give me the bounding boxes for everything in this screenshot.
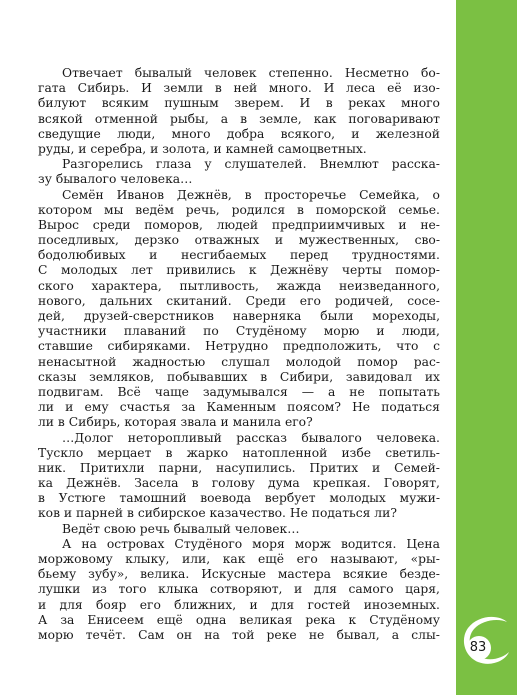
text-line: лушки из того клыка сотворяют, и для самого царя, <box>38 582 440 597</box>
text-line: ского характера, пытливость, жажда неизведанного, <box>38 278 440 293</box>
text-line: котором мы ведём речь, родился в поморской семье. <box>38 202 440 217</box>
text-line: дей, друзей-сверстников наверняка были мореходы, <box>38 309 440 323</box>
text-line: сведущие люди, много добра всякого, и железной <box>38 126 440 141</box>
text-line: А на островах Студёного моря морж водится. Цена <box>62 536 440 551</box>
text-line: морю течёт. Сам он на той реке не бывал, а слы- <box>38 627 440 642</box>
text-line: Семён Иванов Дежнёв, в просторечье Семейка, о <box>62 187 440 202</box>
text-line: в Устюге тамошний воевода вербует молодых мужи- <box>38 491 440 506</box>
text-line: ник. Притихли парни, насупились. Притих и Семей- <box>38 460 440 475</box>
text-line: Вырос среди поморов, людей предприимчивых и не- <box>38 217 440 232</box>
text-line: всякой отменной рыбы, а в земле, как поговаривают <box>38 111 440 126</box>
text-line: руды, и серебра, и золота, и камней самоцветных. <box>38 141 367 156</box>
text-line: подвигам. Всё чаще задумывался — а не попытать <box>38 384 440 399</box>
text-line: ка Дежнёв. Засела в голову дума крепкая. Говорят, <box>38 476 440 491</box>
text-line: Отвечает бывалый человек степенно. Несметно бо- <box>62 66 440 80</box>
text-line: ков и парней в сибирское казачество. Не податься ли? <box>38 506 397 521</box>
text-line: участники плаваний по Студёному морю и люди, <box>38 324 440 339</box>
text-line: ненасытной жадностью слушал молодой помор рас- <box>38 354 440 369</box>
green-margin-strip <box>456 0 517 695</box>
text-line: ли в Сибирь, которая звала и манила его? <box>38 415 313 430</box>
text-line: бодолюбивых и несгибаемых перед трудностями. <box>38 248 440 263</box>
text-line: ставшие сибиряками. Нетрудно предположить, что с <box>38 339 440 354</box>
text-line: Разгорелись глаза у слушателей. Внемлют расска- <box>62 157 440 172</box>
text-line: зу бывалого человека… <box>38 172 193 187</box>
story-text <box>38 66 440 643</box>
text-line: моржовому клыку, или, как ещё его называют, «ры- <box>38 552 440 566</box>
text-line: билуют всяким пушным зверем. И в реках много <box>38 96 440 111</box>
text-line: и для бояр его ближних, и для гостей иноземных. <box>38 597 440 612</box>
text-line: А за Енисеем ещё одна великая река к Студёному <box>38 612 440 627</box>
text-line: С молодых лет привились к Дежнёву черты помор- <box>38 263 440 278</box>
text-line: сказы земляков, побывавших в Сибири, завидовал их <box>38 369 440 384</box>
text-line: Тускло мерцает в жарко натопленной избе светиль- <box>38 445 440 460</box>
text-line: …Долог неторопливый рассказ бывалого человека. <box>62 430 440 445</box>
text-line: гата Сибирь. И земли в ней много. И леса её изо- <box>38 81 440 96</box>
text-line: Ведёт свою речь бывалый человек… <box>62 521 300 536</box>
page-number: 83 <box>469 640 487 655</box>
text-line: ли и ему счастья за Каменным поясом? Не податься <box>38 400 440 415</box>
text-line: поседливых, дерзко отважных и мужественных, сво- <box>38 233 440 248</box>
text-line: бьему зубу», велика. Искусные мастера всякие безде- <box>38 567 440 582</box>
text-line: нового, дальних скитаний. Среди его родичей, сосе- <box>38 293 440 308</box>
